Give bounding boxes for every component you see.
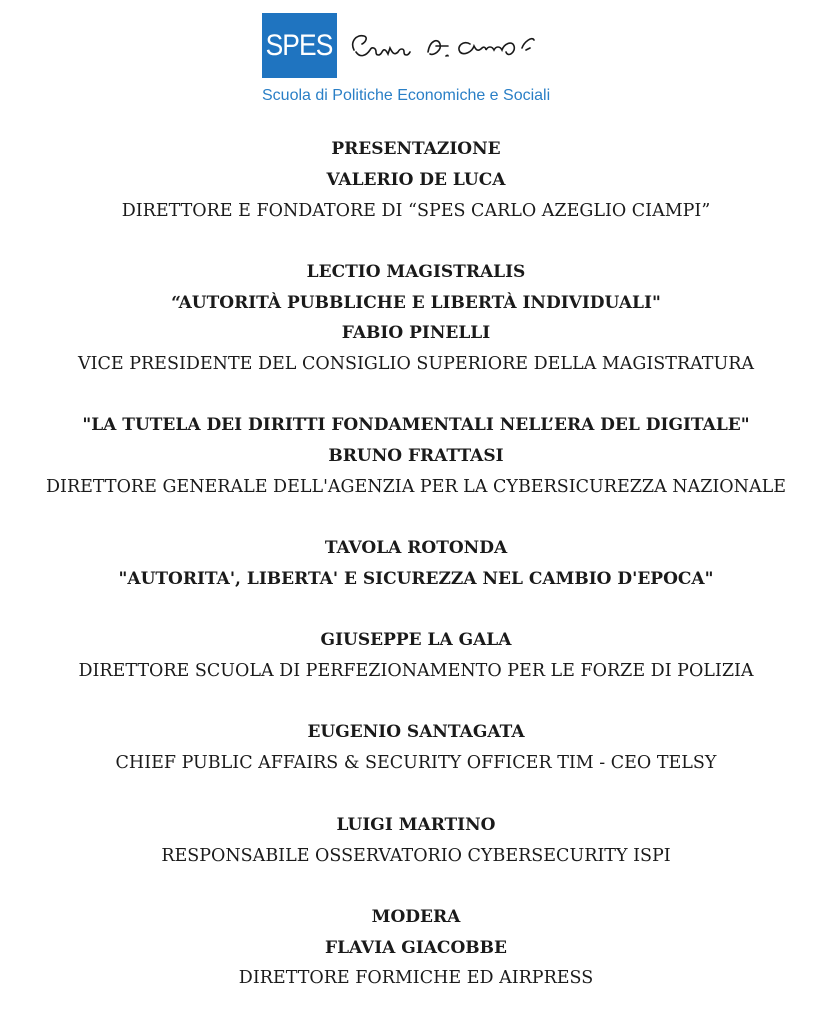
lectio-role: VICE PRESIDENTE DEL CONSIGLIO SUPERIORE DELLA MAGISTRATURA [77,354,755,374]
lectio-name: FABIO PINELLI [341,323,491,343]
presentation-name: VALERIO DE LUCA [326,170,506,190]
moderator-role: DIRETTORE FORMICHE ED AIRPRESS [238,968,594,988]
speaker2-role: CHIEF PUBLIC AFFAIRS & SECURITY OFFICER TIM - CEO TELSY [115,753,717,773]
presentation-role: DIRETTORE E FONDATORE DI “SPES CARLO AZEGLIO CIAMPI” [121,201,711,221]
signature-image [346,22,556,72]
school-subtitle: Scuola di Politiche Economiche e Sociali [262,87,551,104]
presentation-label: PRESENTAZIONE [331,139,501,159]
spes-logo [262,13,337,78]
speaker1-role: DIRETTORE SCUOLA DI PERFEZIONAMENTO PER LE FORZE DI POLIZIA [78,661,754,681]
speaker3-name: LUIGI MARTINO [336,815,496,835]
speaker2-name: EUGENIO SANTAGATA [307,722,525,742]
talk-title: "LA TUTELA DEI DIRITTI FONDAMENTALI NELL’ERA DEL DIGITALE" [82,415,750,435]
round-table-title: "AUTORITA', LIBERTA' E SICUREZZA NEL CAMBIO D'EPOCA" [118,569,714,589]
moderator-label: MODERA [371,907,461,927]
speaker3-role: RESPONSABILE OSSERVATORIO CYBERSECURITY ISPI [161,846,671,866]
talk-name: BRUNO FRATTASI [328,446,504,466]
lectio-title: “AUTORITÀ PUBBLICHE E LIBERTÀ INDIVIDUALI" [171,293,661,313]
speaker1-name: GIUSEPPE LA GALA [320,630,512,650]
talk-role: DIRETTORE GENERALE DELL'AGENZIA PER LA CYBERSICUREZZA NAZIONALE [46,477,786,497]
logo-text: SPES [266,28,333,62]
header [0,0,832,120]
moderator-name: FLAVIA GIACOBBE [325,938,507,958]
lectio-label: LECTIO MAGISTRALIS [306,262,526,282]
round-table-label: TAVOLA ROTONDA [324,538,508,558]
